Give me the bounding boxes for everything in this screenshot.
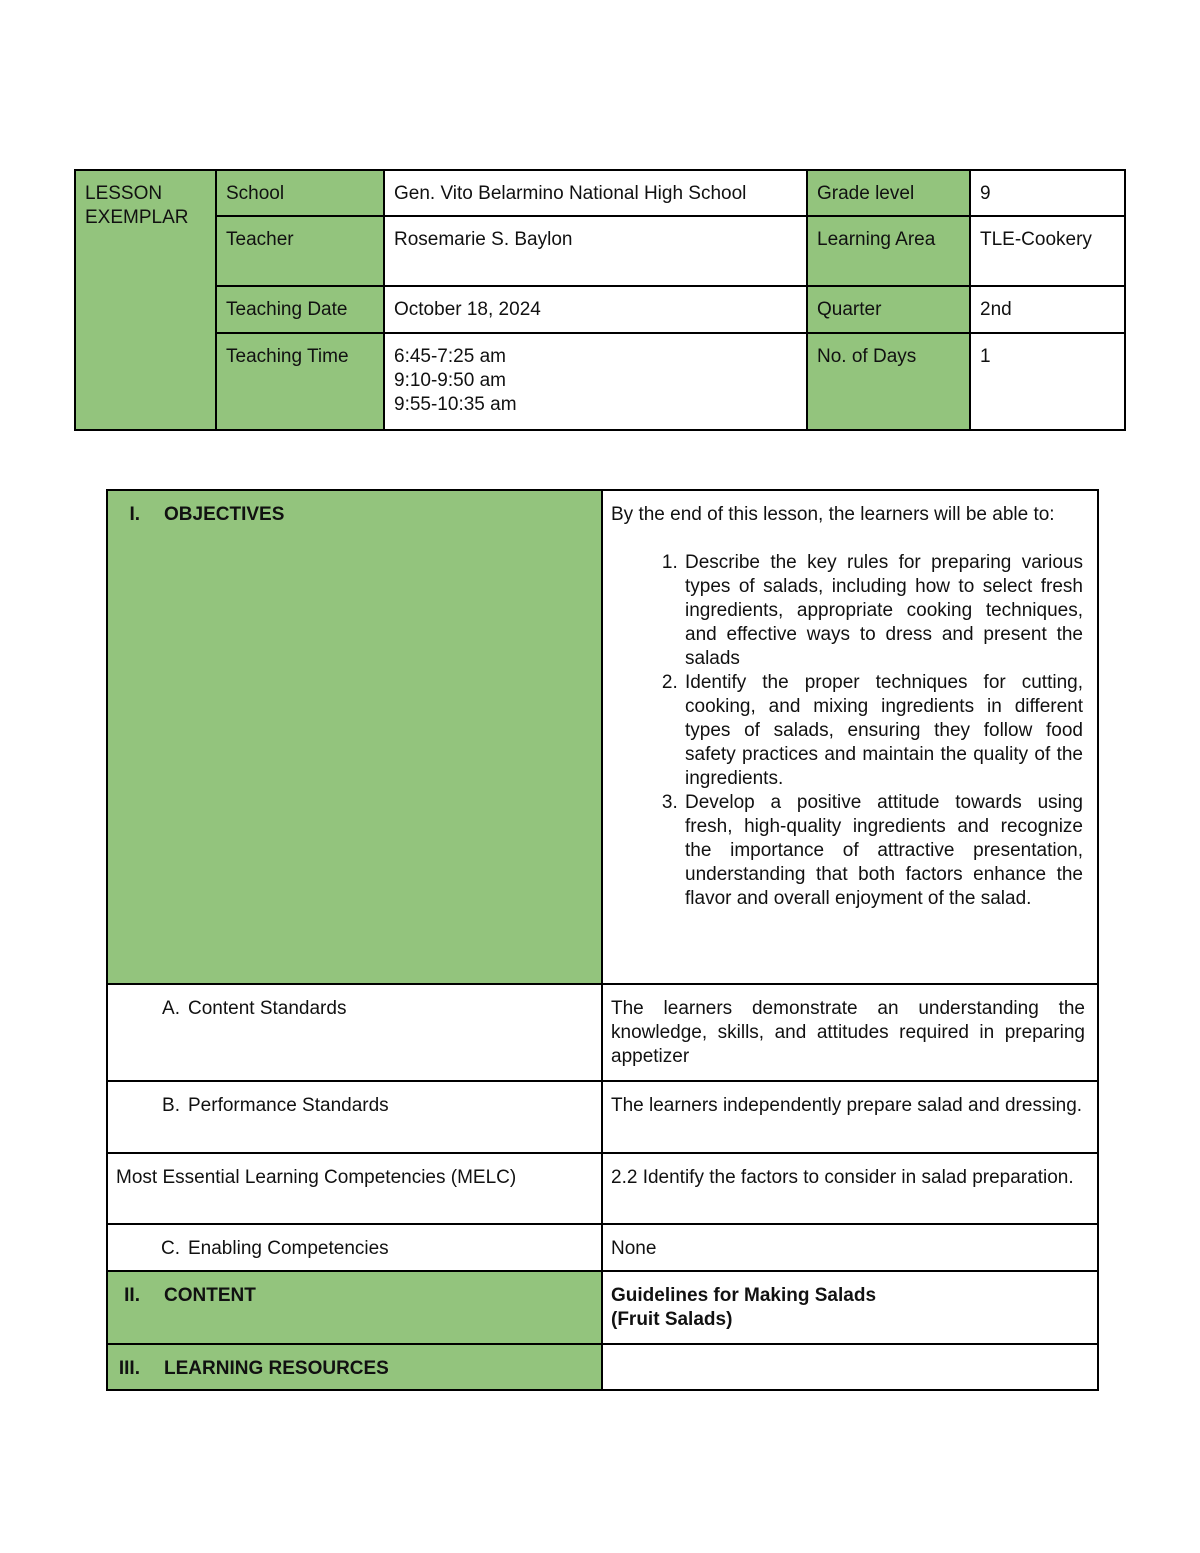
content-standards-label-cell [107, 984, 602, 1081]
list-item: 1. Describe the key rules for preparing various types of salads, including how to select fresh ingredients, appropriate cooking techniques, and effective ways to dress and present the salads [683, 551, 1083, 671]
objectives-heading-cell [107, 490, 602, 984]
learning-resources-heading [116, 1357, 589, 1381]
enabling-competencies-label-cell [107, 1224, 602, 1271]
lesson-header-table [74, 169, 1126, 431]
section-label: OBJECTIVES [164, 504, 285, 525]
content-standards-heading [116, 997, 589, 1021]
school-label: School [216, 170, 384, 216]
content-standards-value: The learners demonstrate an understanding the knowledge, skills, and attitudes required in preparing appetizer [602, 984, 1098, 1081]
section-label: Content Standards [188, 998, 347, 1019]
quarter-label: Quarter [807, 286, 970, 333]
content-value [602, 1271, 1098, 1344]
content-title: Guidelines for Making Salads [611, 1285, 877, 1306]
section-number: B. [162, 1095, 180, 1116]
list-item: 2. Identify the proper techniques for cutting, cooking, and mixing ingredients in different types of salads, ensuring they follow food safety practices and maintain the quality of the ingredients. [683, 671, 1083, 791]
objectives-intro: By the end of this lesson, the learners will be able to: [611, 504, 1055, 525]
school-value: Gen. Vito Belarmino National High School [384, 170, 807, 216]
teaching-time-2: 9:10-9:50 am [394, 370, 506, 391]
content-heading [116, 1284, 589, 1308]
lesson-plan-table [106, 489, 1099, 1391]
grade-level-value: 9 [970, 170, 1125, 216]
lesson-exemplar-title [75, 170, 216, 430]
section-number: III. [118, 1358, 140, 1379]
learning-area-value: TLE-Cookery [970, 216, 1125, 286]
teacher-value: Rosemarie S. Baylon [384, 216, 807, 286]
teaching-time-3: 9:55-10:35 am [394, 394, 517, 415]
quarter-value: 2nd [970, 286, 1125, 333]
teacher-label: Teacher [216, 216, 384, 286]
section-label: LEARNING RESOURCES [164, 1358, 389, 1379]
melc-value: 2.2 Identify the factors to consider in salad preparation. [602, 1153, 1098, 1224]
objectives-content [602, 490, 1098, 984]
enabling-competencies-value: None [602, 1224, 1098, 1271]
section-number: C. [161, 1238, 180, 1259]
section-number: A. [162, 998, 180, 1019]
list-item: 3. Develop a positive attitude towards using fresh, high-quality ingredients and recognize the importance of attractive presentation, understanding that both factors enhance the flavor and overall enjoyment of the salad. [683, 791, 1083, 911]
teaching-date-value: October 18, 2024 [384, 286, 807, 333]
teaching-time-1: 6:45-7:25 am [394, 346, 506, 367]
section-number: I. [129, 504, 140, 525]
teaching-time-value [384, 333, 807, 430]
learning-resources-heading-cell [107, 1344, 602, 1390]
no-of-days-label: No. of Days [807, 333, 970, 430]
objectives-list [611, 551, 1083, 911]
teaching-date-label: Teaching Date [216, 286, 384, 333]
section-number: II. [124, 1285, 140, 1306]
learning-resources-value [602, 1344, 1098, 1390]
learning-area-label: Learning Area [807, 216, 970, 286]
section-label: Performance Standards [188, 1095, 389, 1116]
performance-standards-heading [116, 1094, 589, 1118]
section-label: CONTENT [164, 1285, 256, 1306]
content-heading-cell [107, 1271, 602, 1344]
performance-standards-label-cell [107, 1081, 602, 1153]
enabling-competencies-heading [116, 1237, 589, 1261]
section-label: Enabling Competencies [188, 1238, 389, 1259]
teaching-time-label: Teaching Time [216, 333, 384, 430]
grade-level-label: Grade level [807, 170, 970, 216]
melc-label: Most Essential Learning Competencies (MELC) [107, 1153, 602, 1224]
content-subtitle: (Fruit Salads) [611, 1309, 733, 1330]
performance-standards-value: The learners independently prepare salad and dressing. [602, 1081, 1098, 1153]
objectives-heading [116, 503, 589, 527]
no-of-days-value: 1 [970, 333, 1125, 430]
lesson-exemplar-text: LESSON EXEMPLAR [85, 183, 189, 228]
